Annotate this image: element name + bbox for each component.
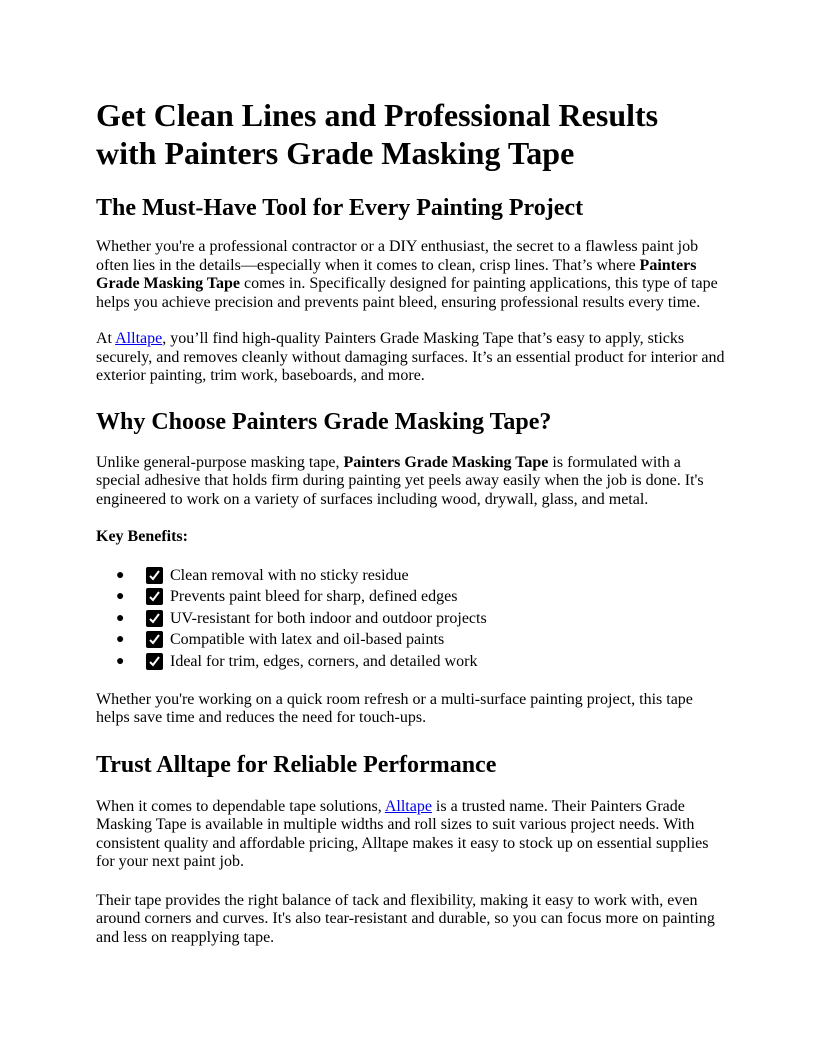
why-text-start: Unlike general-purpose masking tape,	[96, 453, 344, 471]
trust-paragraph	[96, 798, 726, 872]
why-text-end: is formulated with a special adhesive that holds firm during painting yet peels away easily when the job is done. It's engineered to work on a variety of surfaces including wood, drywall, glass, and metal.	[96, 453, 704, 508]
alltape-paragraph	[96, 330, 726, 386]
bullet-icon: ●	[116, 589, 125, 605]
list-item	[96, 586, 726, 607]
trust-text-end: is a trusted name. Their Painters Grade Masking Tape is available in multiple widths and roll sizes to suit various project needs. With consistent quality and affordable pricing, Alltape makes it easy to stock up on essential supplies for your next paint job.	[96, 797, 709, 871]
benefit-text: Clean removal with no sticky residue	[170, 567, 409, 584]
benefit-text: UV-resistant for both indoor and outdoor projects	[170, 609, 487, 627]
benefit-text: Ideal for trim, edges, corners, and detailed work	[170, 652, 478, 670]
bullet-icon: ●	[116, 653, 125, 669]
why-bold-product: Painters Grade Masking Tape	[343, 453, 549, 471]
intro-paragraph	[96, 238, 726, 312]
check-mark-icon	[146, 631, 163, 648]
key-benefits-heading: Key Benefits:	[96, 528, 188, 545]
alltape-text-start: At	[96, 330, 116, 347]
check-mark-icon	[146, 567, 163, 584]
benefit-text: Prevents paint bleed for sharp, defined edges	[170, 588, 458, 606]
why-choose-paragraph	[96, 454, 726, 510]
alltape-link-2[interactable]: Alltape	[384, 797, 432, 815]
list-item	[96, 651, 726, 672]
tack-flexibility-paragraph: Their tape provides the right balance of tack and flexibility, making it easy to work with, even around corners and curves. It's also tear-resistant and durable, so you can focus more on painting and less on reapplying tape.	[96, 891, 715, 946]
check-mark-icon	[146, 653, 163, 670]
section-heading-must-have: The Must-Have Tool for Every Painting Project	[96, 195, 584, 221]
intro-bold-product: Painters Grade Masking Tape	[96, 256, 697, 292]
list-item	[96, 608, 726, 629]
alltape-link[interactable]: Alltape	[115, 330, 163, 347]
bullet-icon: ●	[116, 632, 125, 648]
benefits-list	[96, 565, 726, 672]
benefit-text: Compatible with latex and oil-based paints	[170, 631, 445, 649]
check-mark-icon	[146, 610, 163, 627]
bullet-icon: ●	[116, 610, 125, 626]
document-content	[96, 96, 726, 947]
list-item	[96, 565, 726, 586]
section-heading-trust-alltape: Trust Alltape for Reliable Performance	[96, 751, 497, 778]
intro-text-start: Whether you're a professional contractor or a DIY enthusiast, the secret to a flawless paint job often lies in the details—especially when it comes to clean, crisp lines. That’s where	[96, 238, 699, 274]
trust-text-start: When it comes to dependable tape solutions,	[96, 797, 385, 815]
check-mark-icon	[146, 588, 163, 605]
section-heading-why-choose: Why Choose Painters Grade Masking Tape?	[96, 408, 552, 435]
alltape-text-end: , you’ll find high-quality Painters Grade Masking Tape that’s easy to apply, sticks securely, and removes cleanly without damaging surfaces. It’s an essential product for interior and exterior painting, trim work, baseboards, and more.	[96, 330, 725, 384]
intro-text-end: comes in. Specifically designed for painting applications, this type of tape helps you achieve precision and prevents paint bleed, ensuring professional results every time.	[96, 275, 718, 311]
page-title: Get Clean Lines and Professional Results with Painters Grade Masking Tape	[96, 97, 659, 171]
bullet-icon: ●	[116, 568, 125, 583]
list-item	[96, 629, 726, 650]
touch-ups-paragraph: Whether you're working on a quick room refresh or a multi-surface painting project, this tape helps save time and reduces the need for touch-ups.	[96, 690, 693, 727]
